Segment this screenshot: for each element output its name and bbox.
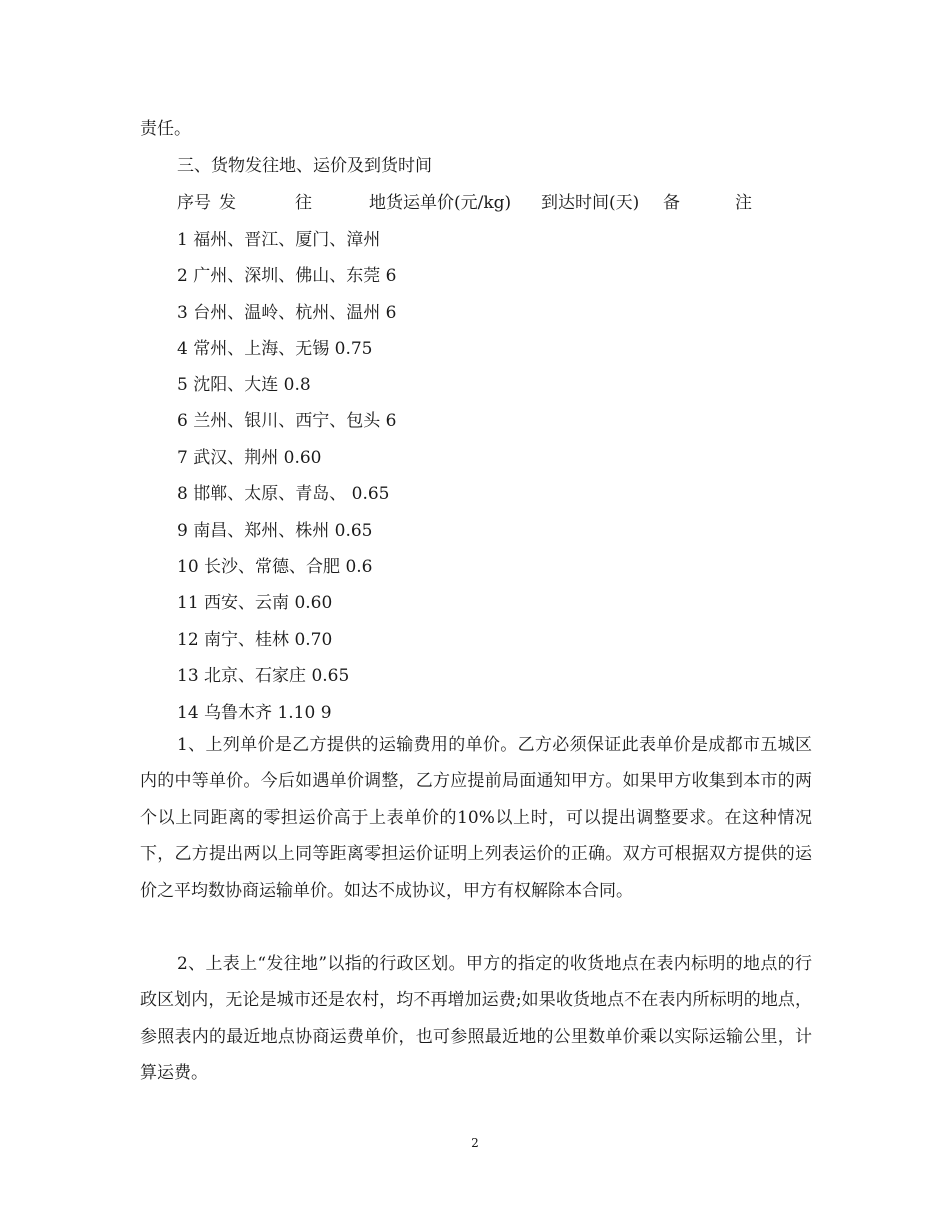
table-row: 8 邯郸、太原、青岛、 0.65 <box>177 484 390 504</box>
paragraph-price-terms: 1、上列单价是乙方提供的运输费用的单价。乙方必须保证此表单价是成都市五城区内的中等单价。今后如遇单价调整，乙方应提前局面通知甲方。如果甲方收集到本市的两个以上同距离的零担运价高于上表单价的10%以上时，可以提出调整要求。在这种情况下，乙方提出两以上同等距离零担运价证明上列表运价的正确。双方可根据双方提供的运价之平均数协商运输单价。如达不成协议，甲方有权解除本合同。 <box>140 735 812 901</box>
paragraph-destination-terms: 2、上表上“发往地”以指的行政区划。甲方的指定的收货地点在表内标明的地点的行政区划内，无论是城市还是农村，均不再增加运费;如果收货地点不在表内所标明的地点，参照表内的最近地点协商运费单价，也可参照最近地的公里数单价乘以实际运输公里，计算运费。 <box>140 954 812 1084</box>
table-row: 7 武汉、荆州 0.60 <box>177 448 322 468</box>
table-row: 13 北京、石家庄 0.65 <box>177 666 350 686</box>
table-header-row <box>177 192 752 214</box>
header-col-time: 到达时间(天) <box>541 193 640 213</box>
table-row: 9 南昌、郑州、株州 0.65 <box>177 521 373 541</box>
header-col-origin-char-2: 往 <box>295 193 312 213</box>
table-row: 4 常州、上海、无锡 0.75 <box>177 339 373 359</box>
header-col-number: 序号 <box>177 193 211 213</box>
table-row: 3 台州、温岭、杭州、温州 6 <box>177 303 397 323</box>
header-col-price: 货运单价(元/kg) <box>386 193 512 213</box>
table-row: 6 兰州、银川、西宁、包头 6 <box>177 411 397 431</box>
page-number: 2 <box>471 1136 479 1150</box>
table-row: 14 乌鲁木齐 1.10 9 <box>177 703 332 723</box>
table-row: 5 沈阳、大连 0.8 <box>177 375 311 395</box>
header-col-note-char-2: 注 <box>735 193 752 213</box>
table-row: 1 福州、晋江、厦门、漳州 <box>177 230 381 250</box>
table-row: 2 广州、深圳、佛山、东莞 6 <box>177 266 397 286</box>
section-heading: 三、货物发往地、运价及到货时间 <box>177 156 432 176</box>
table-row: 12 南宁、桂林 0.70 <box>177 630 333 650</box>
continuation-text: 责任。 <box>140 119 191 139</box>
header-col-origin-char-3: 地 <box>369 193 386 213</box>
header-col-origin-char-1: 发 <box>219 193 236 213</box>
header-col-note-char-1: 备 <box>663 193 680 213</box>
table-row: 10 长沙、常德、合肥 0.6 <box>177 557 373 577</box>
table-row: 11 西安、云南 0.60 <box>177 593 333 613</box>
